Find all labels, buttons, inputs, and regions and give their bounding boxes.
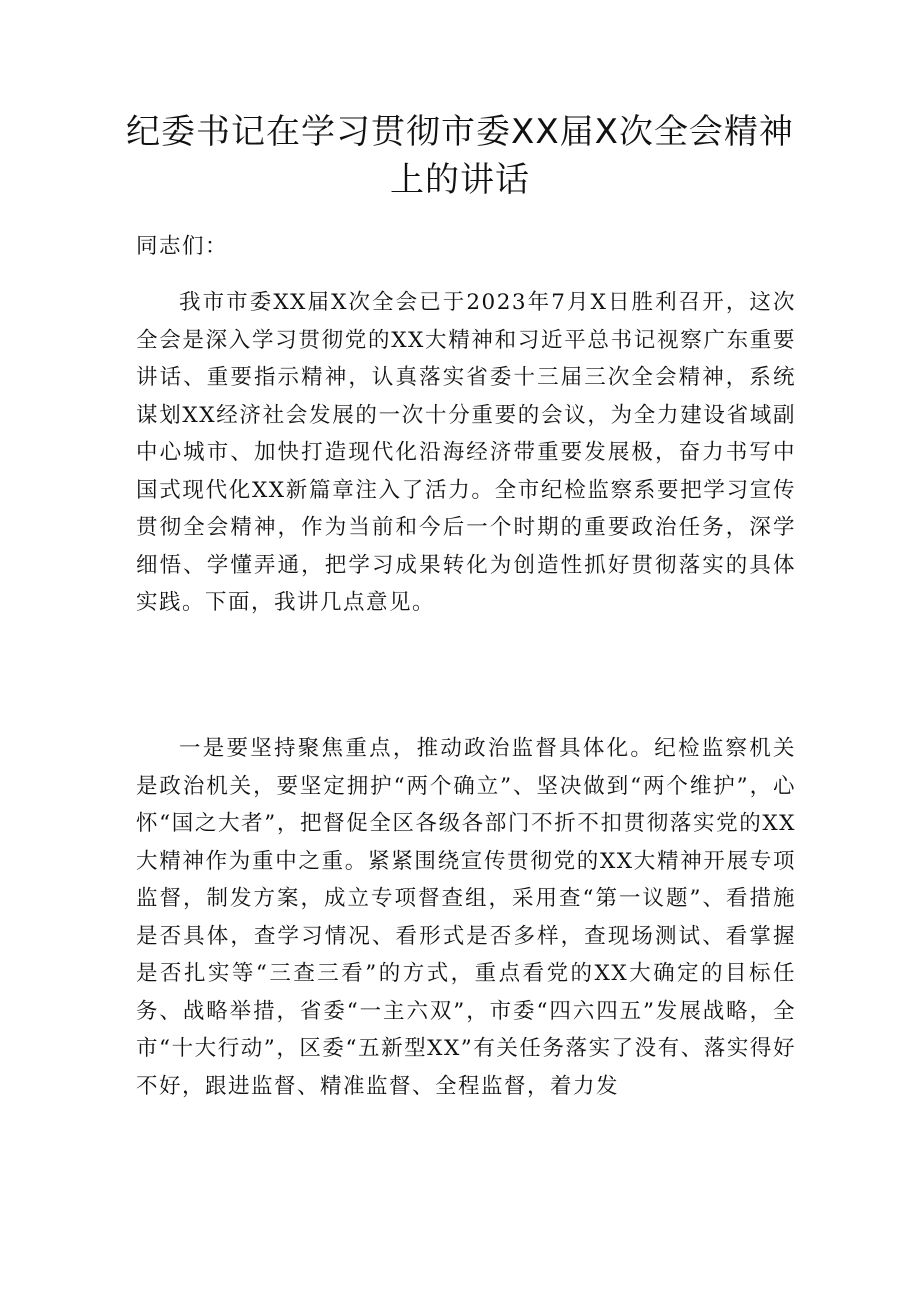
paragraph-2: 一是要坚持聚焦重点，推动政治监督具体化。纪检监察机关是政治机关，要坚定拥护“两个确立”、坚决做到“两个维护”，心怀“国之大者”，把督促全区各级各部门不折不扣贯彻落实党的XX大精神作为重中之重。紧紧围绕宣传贯彻党的XX大精神开展专项监督，制发方案，成立专项督查组，采用查“第一议题”、看措施是否具体，查学习情况、看形式是否多样，查现场测试、看掌握是否扎实等“三查三看”的方式，重点看党的XX大确定的目标任务、战略举措，省委“一主六双”，市委“四六四五”发展战略，全市“十大行动”，区委“五新型XX”有关任务落实了没有、落实得好不好，跟进监督、精准监督、全程监督，着力发 [136, 736, 796, 1099]
paragraph-1: 我市市委XX届X次全会已于2023年7月X日胜利召开，这次全会是深入学习贯彻党的XX大精神和习近平总书记视察广东重要讲话、重要指示精神，认真落实省委十三届三次全会精神，系统谋划XX经济社会发展的一次十分重要的会议，为全力建设省域副中心城市、加快打造现代化沿海经济带重要发展极，奋力书写中国式现代化XX新篇章注入了活力。全市纪检监察系要把学习宣传贯彻全会精神，作为当前和今后一个时期的重要政治任务，深学细悟、学懂弄通，把学习成果转化为创造性抓好贯彻落实的具体实践。下面，我讲几点意见。 [136, 290, 796, 615]
salutation: 同志们： [136, 234, 229, 259]
document-title: 纪委书记在学习贯彻市委XX届X次全会精神上的讲话 [126, 112, 794, 200]
